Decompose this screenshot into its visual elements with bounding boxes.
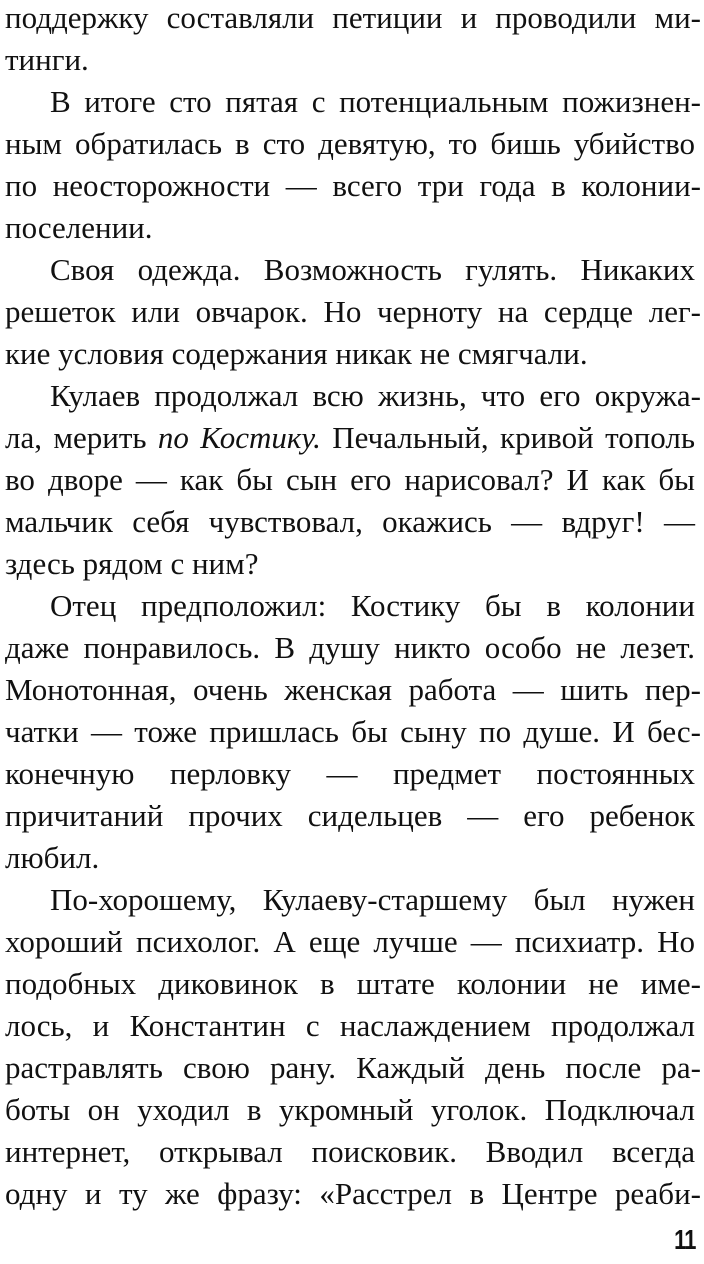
text-line: во дворе — как бы сын его нарисовал? И как бы xyxy=(5,462,695,497)
text-line: Своя одежда. Возможность гулять. Никаких xyxy=(50,252,695,287)
text-line: даже понравилось. В душу никто особо не лезет. xyxy=(5,630,695,665)
text-segment: Печальный, кривой тополь xyxy=(320,420,696,455)
text-line-with-italic xyxy=(5,416,695,460)
text-line: конечную перловку — предмет постоянных xyxy=(5,756,695,791)
text-line: любил. xyxy=(5,840,100,875)
text-line: решеток или овчарок. Но черноту на сердце лег- xyxy=(5,294,701,329)
text-line: хороший психолог. А еще лучше — психиатр. Но xyxy=(5,924,695,959)
text-line: Отец предположил: Костику бы в колонии xyxy=(50,588,695,623)
text-line: Монотонная, очень женская работа — шить пер- xyxy=(5,672,701,707)
text-line: здесь рядом с ним? xyxy=(5,546,259,581)
text-line: боты он уходил в укромный уголок. Подключал xyxy=(5,1092,695,1127)
text-line: по неосторожности — всего три года в колонии- xyxy=(5,168,701,203)
text-line: тинги. xyxy=(5,42,89,77)
text-line: интернет, открывал поисковик. Вводил всегда xyxy=(5,1134,695,1169)
text-line: Кулаев продолжал всю жизнь, что его окружа- xyxy=(50,378,701,413)
text-line: ным обратилась в сто девятую, то бишь убийство xyxy=(5,126,695,161)
text-line: растравлять свою рану. Каждый день после ра- xyxy=(5,1050,701,1085)
text-line: одну и ту же фразу: «Расстрел в Центре реаби- xyxy=(5,1176,701,1211)
italic-phrase: по Костику. xyxy=(157,420,321,455)
text-line: поддержку составляли петиции и проводили ми- xyxy=(5,0,701,35)
text-line: лось, и Константин с наслаждением продолжал xyxy=(5,1008,695,1043)
text-line: кие условия содержания никак не смягчали. xyxy=(5,336,588,371)
text-line: подобных диковинок в штате колонии не име- xyxy=(5,966,701,1001)
text-line: По-хорошему, Кулаеву-старшему был нужен xyxy=(50,882,695,917)
text-line: причитаний прочих сидельцев — его ребенок xyxy=(5,798,695,833)
text-line: мальчик себя чувствовал, окажись — вдруг! — xyxy=(5,504,695,539)
text-line: чатки — тоже пришлась бы сыну по душе. И бес- xyxy=(5,714,701,749)
text-segment: ла, мерить xyxy=(5,420,158,455)
text-line: В итоге сто пятая с потенциальным пожизнен- xyxy=(50,84,701,119)
page-number: 11 xyxy=(674,1224,696,1255)
text-line: поселении. xyxy=(5,210,153,245)
